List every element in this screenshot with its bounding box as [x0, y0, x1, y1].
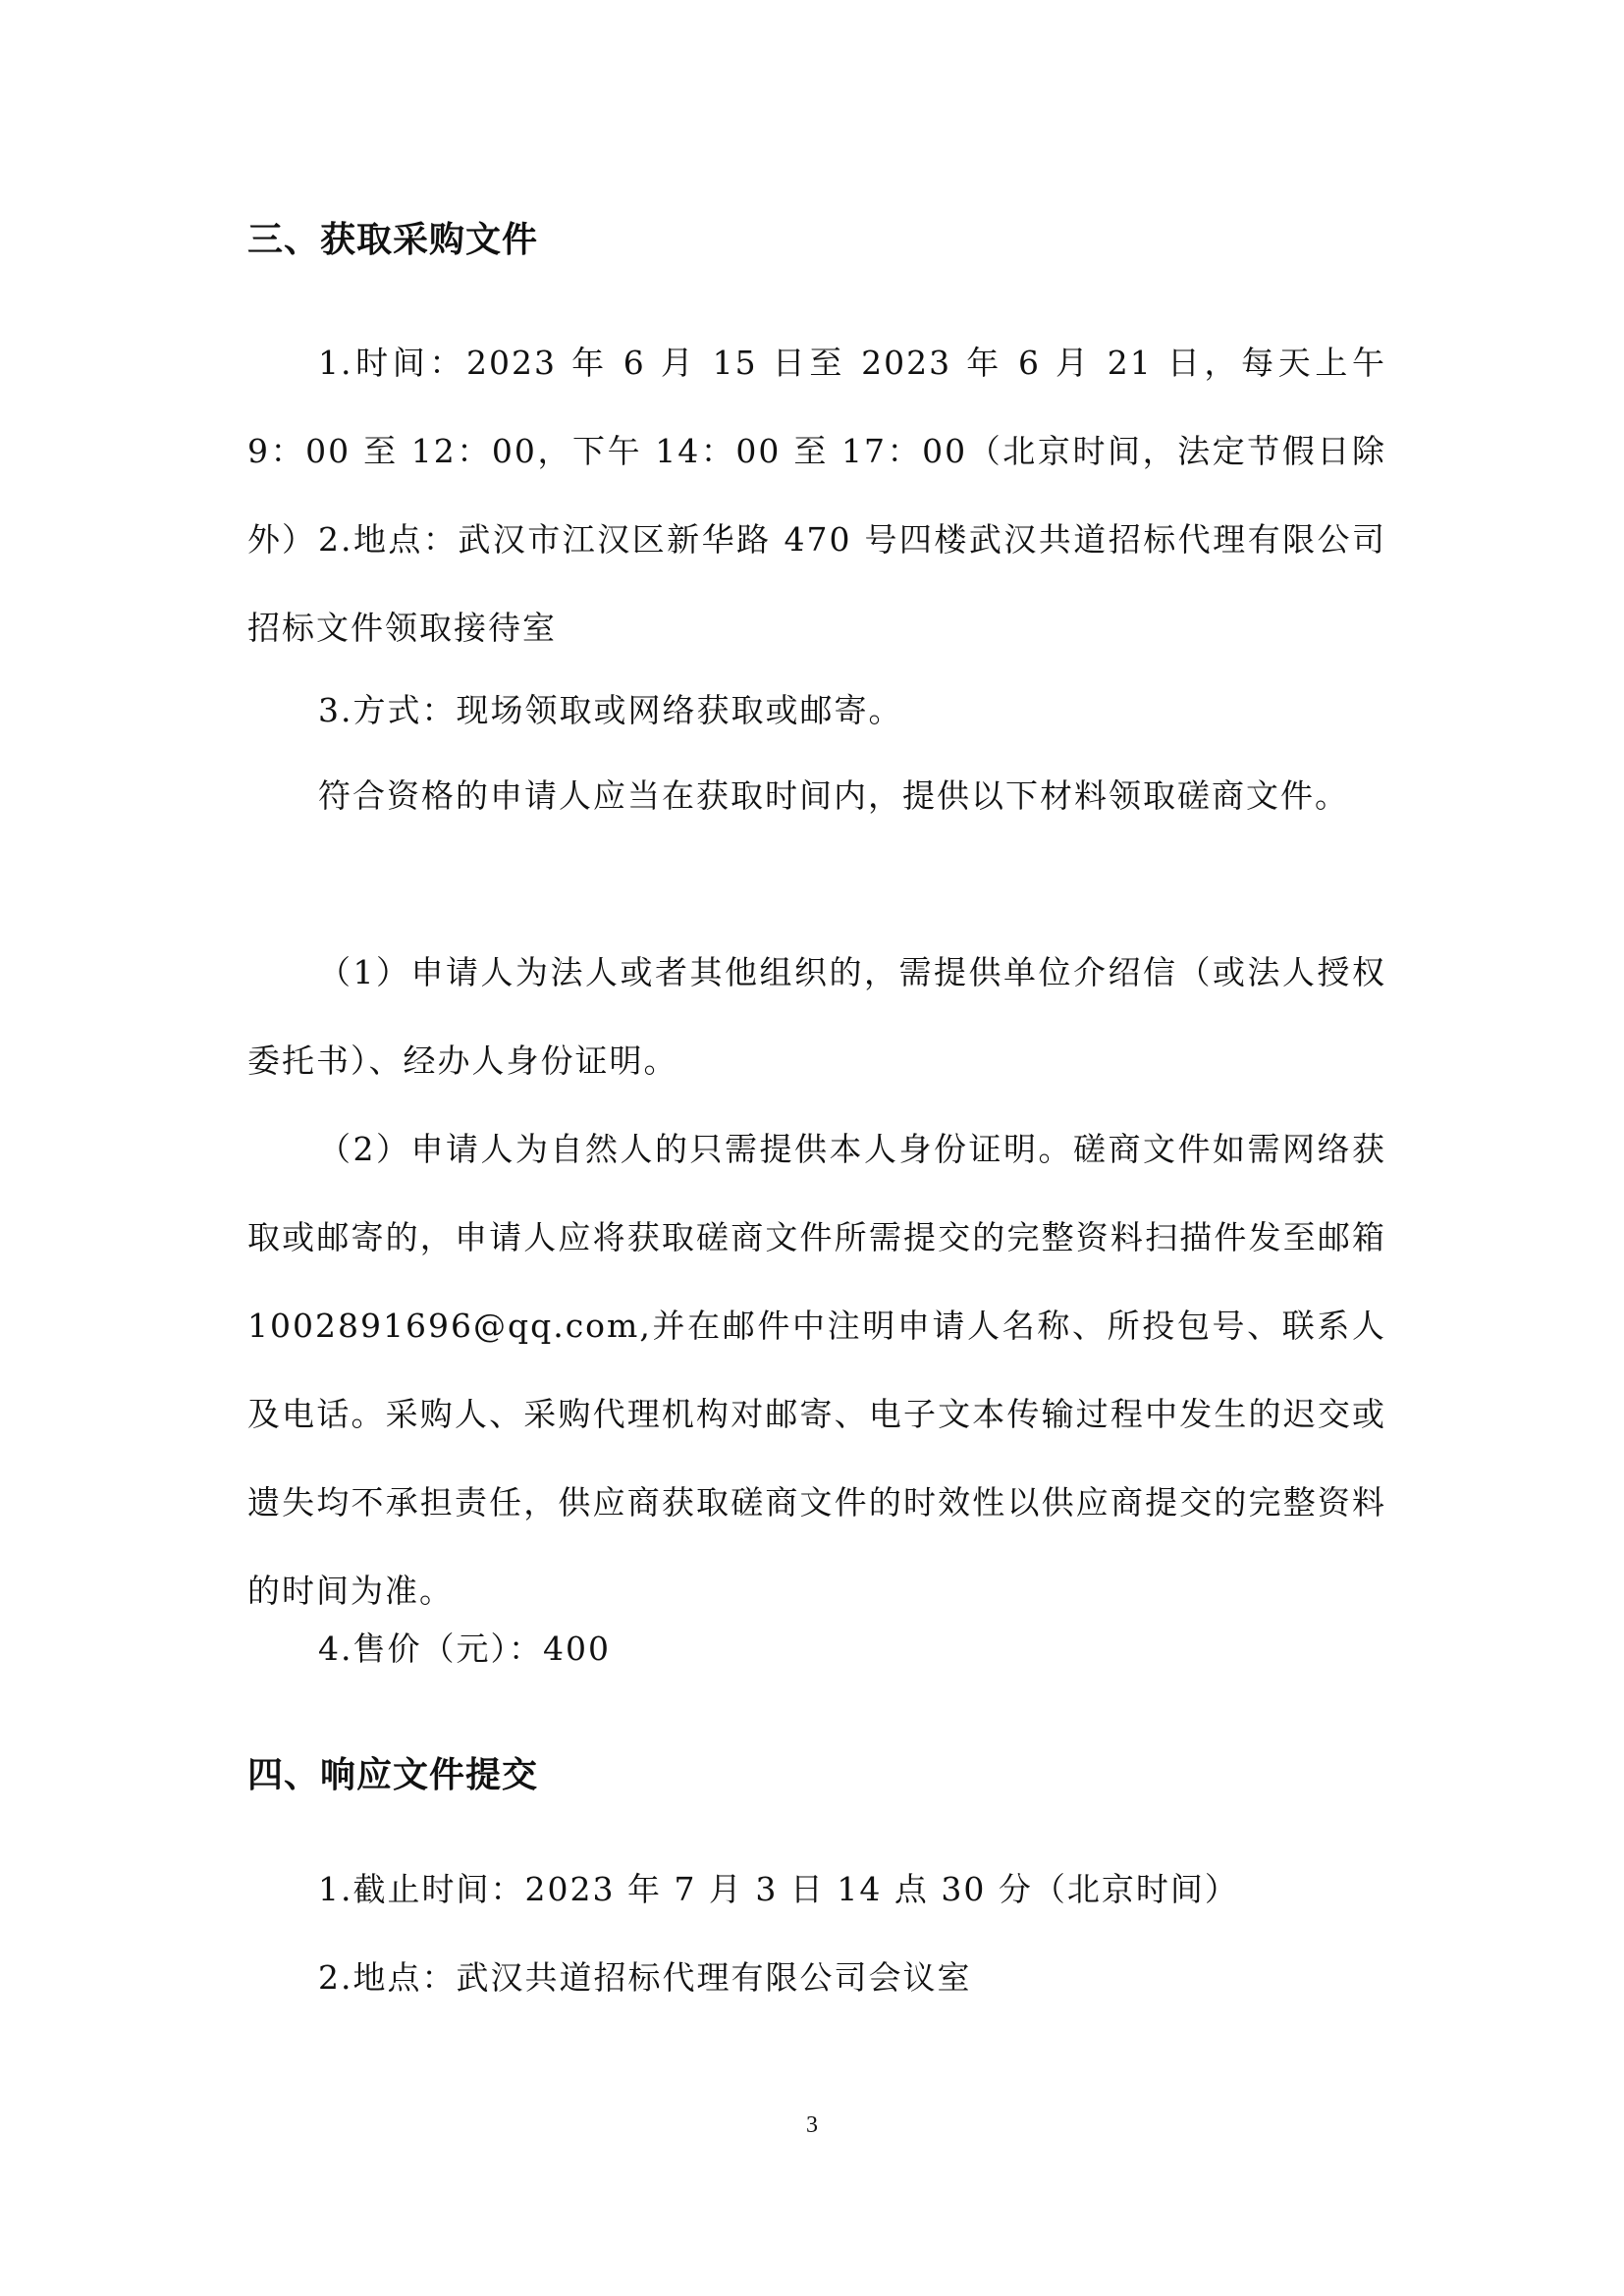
paragraph-item-2: （2）申请人为自然人的只需提供本人身份证明。磋商文件如需网络获取或邮寄的，申请人应将获取磋商文件所需提交的完整资料扫描件发至邮箱 1002891696@qq.com,并在邮件中注明申请人名称、所投包号、联系人及电话。采购人、采购代理机构对邮寄、电子文本传输过程中发生的迟交或遗失均不承担责任，供应商获取磋商文件的时效性以供应商提交的完整资料的时间为准。: [247, 1130, 1386, 1610]
paragraph-deadline: 1.截止时间：2023 年 7 月 3 日 14 点 30 分（北京时间）: [318, 1870, 1239, 1908]
page-number: 3: [806, 2112, 818, 2138]
paragraph-submission-location: 2.地点：武汉共道招标代理有限公司会议室: [318, 1958, 972, 1997]
paragraph-method: 3.方式：现场领取或网络获取或邮寄。: [318, 691, 903, 729]
section-heading-obtain-documents: 三、获取采购文件: [247, 220, 539, 260]
section-heading-submission: 四、响应文件提交: [247, 1755, 539, 1795]
paragraph-time: 1.时间：2023 年 6 月 15 日至 2023 年 6 月 21 日，每天上午 9：00 至 12：00，下午 14：00 至 17：00（北京时间，法定节假日除外）: [247, 344, 1386, 559]
paragraph-qualification: 符合资格的申请人应当在获取时间内，提供以下材料领取磋商文件。: [318, 776, 1349, 815]
paragraph-location: 2.地点：武汉市江汉区新华路 470 号四楼武汉共道招标代理有限公司招标文件领取接待室: [247, 520, 1386, 647]
paragraph-item-1: （1）申请人为法人或者其他组织的，需提供单位介绍信（或法人授权委托书）、经办人身份证明。: [247, 953, 1386, 1080]
paragraph-price: 4.售价（元）：400: [318, 1629, 611, 1668]
